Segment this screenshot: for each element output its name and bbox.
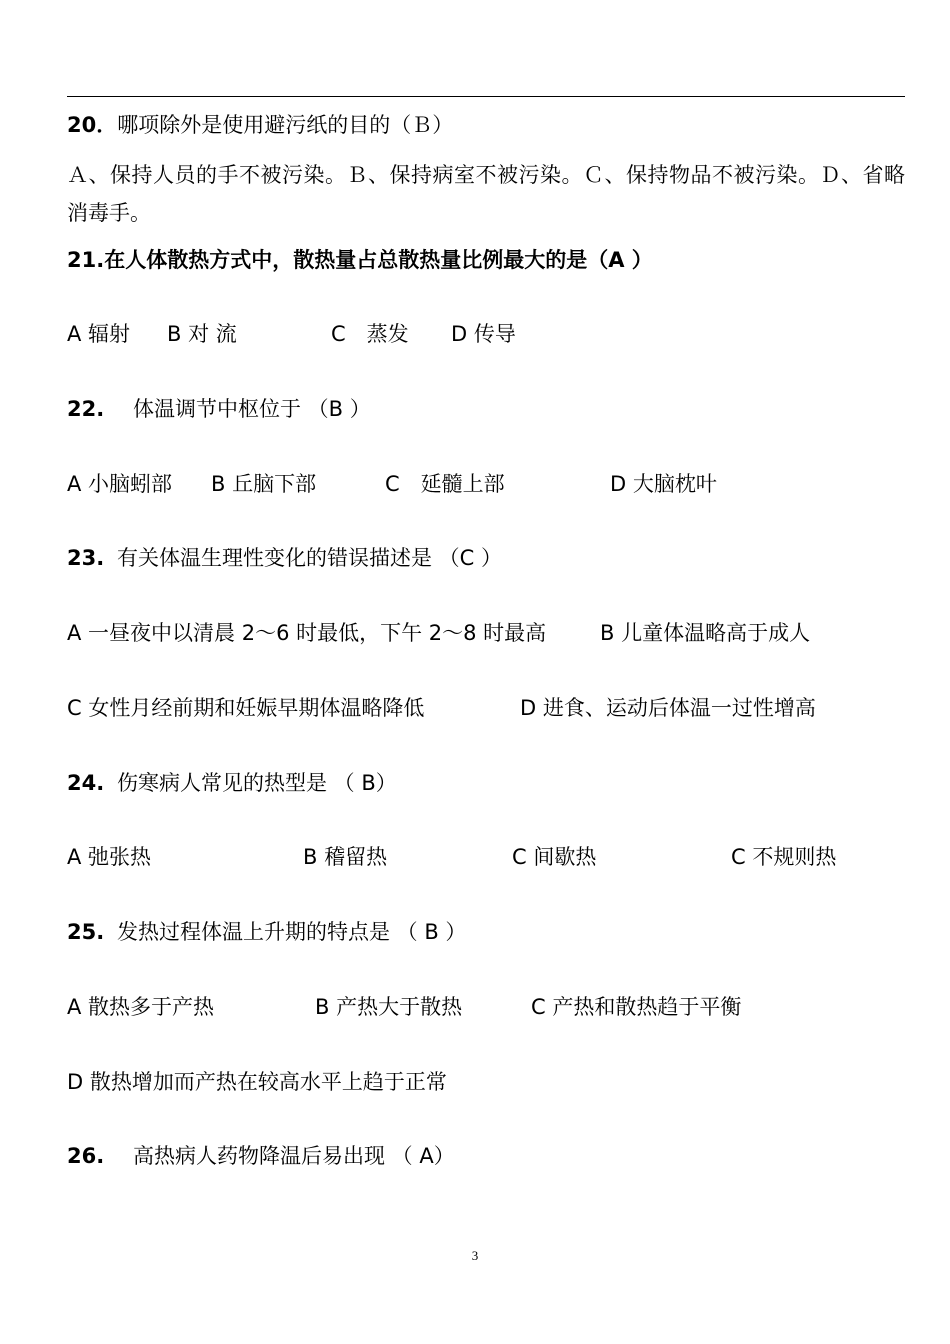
option-a: A 弛张热: [67, 845, 152, 869]
question-23-options-1: [67, 618, 905, 648]
option-c: C 间歇热: [512, 845, 597, 869]
question-23-options-2: [67, 693, 905, 723]
option-a: A 散热多于产热: [67, 995, 215, 1019]
option-a: A 辐射: [67, 322, 131, 346]
option-b: B 对 流: [167, 322, 237, 346]
option-a: A 小脑蚓部: [67, 472, 173, 496]
option-c: C 女性月经前期和妊娠早期体温略降低: [67, 696, 425, 720]
question-number: 20．: [67, 113, 118, 137]
question-number: 24.: [67, 771, 105, 795]
option-b: B 产热大于散热: [315, 995, 463, 1019]
option-c: C 蒸发: [331, 322, 409, 346]
question-22: [67, 394, 905, 424]
question-25: [67, 917, 905, 947]
question-number: 26.: [67, 1144, 105, 1168]
question-stem: 哪项除外是使用避污纸的目的（Ｂ）: [117, 113, 454, 137]
question-stem: 伤寒病人常见的热型是 （ B）: [117, 771, 397, 795]
option-a: A 一昼夜中以清晨 2～6 时最低，下午 2～8 时最高: [67, 621, 547, 645]
question-21-options: [67, 319, 905, 349]
question-25-options-2: [67, 1067, 447, 1097]
question-24-options: [67, 842, 905, 872]
option-c: C 产热和散热趋于平衡: [531, 995, 742, 1019]
question-stem: 有关体温生理性变化的错误描述是 （C ）: [117, 546, 503, 570]
question-number: 23.: [67, 546, 105, 570]
question-stem: 高热病人药物降温后易出现 （ A）: [133, 1144, 455, 1168]
option-d: D 进食、运动后体温一过性增高: [520, 696, 816, 720]
question-20-options: Ａ、保持人员的手不被污染。Ｂ、保持病室不被污染。Ｃ、保持物品不被污染。Ｄ、省略消毒手。: [67, 163, 905, 225]
question-25-options-1: [67, 992, 905, 1022]
question-23: [67, 543, 905, 573]
option-b: B 稽留热: [303, 845, 388, 869]
question-21: 21.在人体散热方式中，散热量占总散热量比例最大的是（A ）: [67, 248, 653, 272]
option-b: B 儿童体温略高于成人: [600, 621, 811, 645]
option-b: B 丘脑下部: [211, 472, 317, 496]
question-number: 22.: [67, 397, 105, 421]
question-stem: 发热过程体温上升期的特点是 （ B ）: [117, 920, 467, 944]
question-number: 25.: [67, 920, 105, 944]
question-26: [67, 1141, 905, 1171]
option-d: D 散热增加而产热在较高水平上趋于正常: [67, 1070, 447, 1094]
option-d: C 不规则热: [731, 845, 837, 869]
question-22-options: [67, 469, 905, 499]
question-24: [67, 768, 905, 798]
page-number: 3: [471, 1248, 479, 1263]
question-stem: 体温调节中枢位于 （B ）: [133, 397, 371, 421]
option-d: D 传导: [451, 322, 516, 346]
header-rule: [67, 96, 905, 97]
option-c: C 延髓上部: [385, 472, 505, 496]
option-d: D 大脑枕叶: [610, 472, 717, 496]
question-20: [67, 110, 453, 140]
